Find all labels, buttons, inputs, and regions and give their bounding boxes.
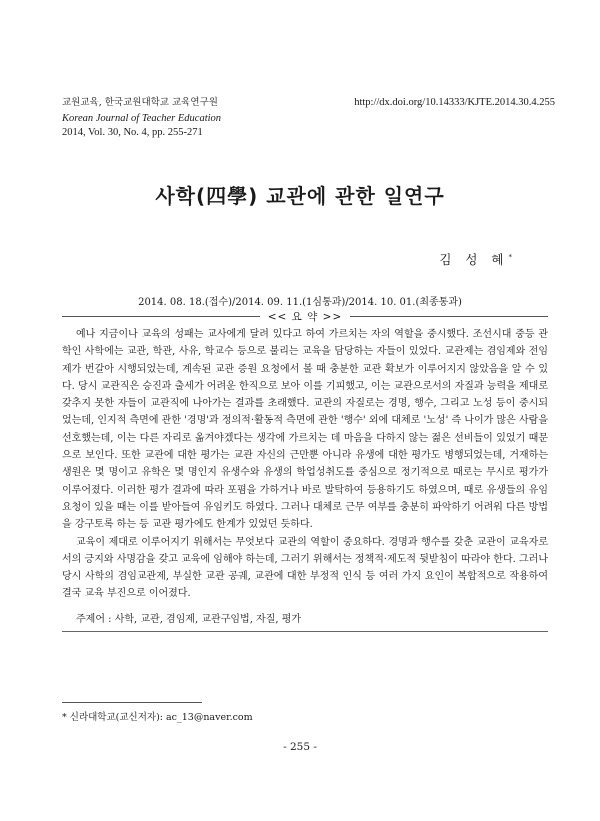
abstract-paragraph: 예나 지금이나 교육의 성패는 교사에게 달려 있다고 하여 가르치는 자의 역할을 중시했다. 조선시대 중등 관학인 사학에는 교관, 학관, 사유, 학교수 등으로 불리는 교육을 담당하는 자들이 있었다. 교관제는 겸임제와 전임제가 번갈아 시행되었는데, 계속된 교관 증원 요청에서 볼 때 충분한 교관 확보가 이루어지지 않았음을 알 수 있다. 당시 교관직은 승진과 출세가 어려운 한직으로 보아 이를 기피했고, 이는 교관으로서의 자질과 능력을 제대로 갖추지 못한 자들이 교관직에 나아가는 결과를 초래했다. 교관의 자질로는 경명, 행수, 그리고 노성 등이 중시되었는데, 인지적 측면에 관한 '경명'과 정의적·활동적 측면에 관한 '행수' 외에 대체로 '노성' 즉 나이가 많은 사람을 선호했는데, 이는 다른 자리로 옮겨야겠다는 생각에 가르치는 데 마음을 다하지 않는 젊은 선비들이 있었기 때문으로 보인다. 또한 교관에 대한 평가는 교관 자신의 근만뿐 아니라 유생에 대한 평가도 병행되었는데, 거재하는 생원은 몇 명이고 유학은 몇 명인지 유생수와 유생의 학업성취도를 중심으로 정기적으로 때로는 무시로 평가가 이루어졌다. 이러한 평가 결과에 따라 포폄을 가하거나 바로 발탁하여 등용하기도 하였으며, 때로 유생들의 유임 요청이 있을 때는 이를 받아들여 유임키도 하였다. 그러나 대체로 근무 여부를 충분히 파악하기 어려워 다른 방법을 강구토록 하는 등 교관 평가에도 한계가 있었던 듯하다. <box>62 329 548 531</box>
volume-info: 2014, Vol. 30, No. 4, pp. 255-271 <box>62 127 203 138</box>
author-footnote-mark: * <box>508 252 512 261</box>
abstract-divider <box>62 631 548 632</box>
abstract <box>62 326 548 603</box>
abstract-heading-bar <box>62 308 548 324</box>
footnote-divider <box>62 702 202 703</box>
author <box>439 250 512 268</box>
journal-publisher: 교원교육, 한국교원대학교 교육연구원 <box>62 97 218 108</box>
page-number: - 255 - <box>283 741 317 753</box>
abstract-rule-right <box>350 316 548 317</box>
author-name: 김 성 혜 <box>439 252 509 267</box>
author-footnote: * 신라대학교(교신저자): ac_13@naver.com <box>62 712 253 723</box>
journal-name-english: Korean Journal of Teacher Education <box>62 113 222 124</box>
keywords: 주제어 : 사학, 교관, 겸임제, 교관구임법, 자질, 평가 <box>76 614 302 625</box>
paper-title: 사학(四學) 교관에 관한 일연구 <box>155 184 445 208</box>
abstract-heading: << 요 약 >> <box>267 311 343 323</box>
abstract-paragraph: 교육이 제대로 이루어지기 위해서는 무엇보다 교관의 역할이 중요하다. 경명과 행수를 갖춘 교관이 교육자로서의 긍지와 사명감을 갖고 교육에 임해야 하는데, 그러기 위해서는 정책적·제도적 뒷받침이 따라야 한다. 그러나 당시 사학의 겸임교관제, 부실한 교관 공궤, 교관에 대한 부정적 인식 등 여러 가지 요인이 복합적으로 작용하여 결국 교육 부진으로 이어졌다. <box>62 536 548 600</box>
submission-dates: 2014. 08. 18.(접수)/2014. 09. 11.(1심통과)/2014. 10. 01.(최종통과) <box>138 297 462 308</box>
doi-link[interactable]: http://dx.doi.org/10.14333/KJTE.2014.30.4.255 <box>354 97 555 108</box>
